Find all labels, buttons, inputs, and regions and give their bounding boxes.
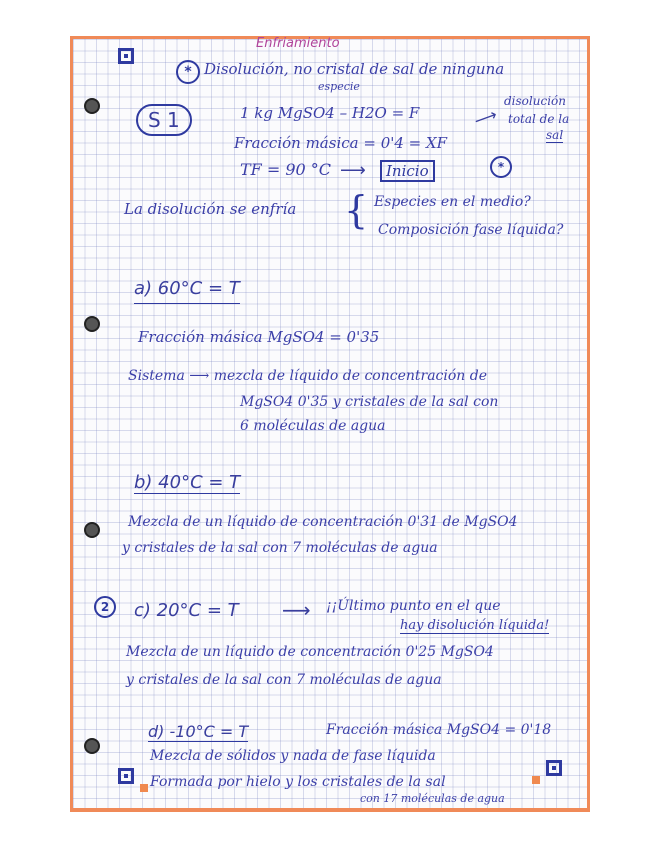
page-title: Enfriamiento [256, 36, 340, 51]
s1-note-3: sal [546, 128, 564, 142]
corner-marker-bottom-left [118, 768, 134, 784]
section-b-title: b) 40°C = T [134, 472, 241, 493]
corner-marker-top-left [118, 48, 134, 64]
star-circle: * [176, 60, 200, 84]
section-d-note: Fracción másica MgSO4 = 0'18 [326, 722, 552, 738]
section-a-line-4: 6 moléculas de agua [240, 418, 386, 434]
section-b-line-2: y cristales de la sal con 7 moléculas de agua [122, 540, 438, 556]
section-c-note-2: hay disolución líquida! [400, 618, 550, 633]
s1-line-3: TF = 90 °C [240, 160, 332, 179]
intro-line-1: Disolución, no cristal de sal de ninguna [204, 60, 505, 78]
section-c-note-1: ¡¡Último punto en el que [326, 598, 501, 614]
section-c-arrow: ⟶ [282, 598, 311, 622]
binder-hole-4 [84, 738, 100, 754]
corner-marker-bottom-right [546, 760, 562, 776]
section-b-line-1: Mezcla de un líquido de concentración 0'31 de MgSO4 [128, 514, 518, 530]
section-c-line-1: Mezcla de un líquido de concentración 0'25 MgSO4 [126, 644, 494, 660]
section-a-title: a) 60°C = T [134, 278, 240, 304]
corner-square-bottom-left [140, 784, 148, 792]
s1-note-2: total de la [508, 112, 570, 126]
brace: { [344, 188, 369, 232]
star-circle-2: * [490, 156, 512, 178]
section-a-line-2: Sistema ⟶ mezcla de líquido de concentración de [128, 368, 488, 384]
s1-label: S 1 [136, 104, 192, 136]
binder-hole-2 [84, 316, 100, 332]
section-c-title: c) 20°C = T [134, 600, 239, 621]
s1-question-1: Especies en el medio? [374, 194, 531, 210]
circle-number-2: 2 [94, 596, 116, 618]
s1-arrow: ⟶ [471, 104, 500, 131]
section-c-line-2: y cristales de la sal con 7 moléculas de agua [126, 672, 442, 688]
s1-line-2: Fracción másica = 0'4 = XF [234, 134, 448, 152]
s1-question-2: Composición fase líquida? [378, 222, 564, 238]
binder-hole-1 [84, 98, 100, 114]
inicio-box: Inicio [380, 160, 435, 182]
section-d-line-3: con 17 moléculas de agua [360, 792, 505, 805]
s1-arrow-2: ⟶ [340, 160, 366, 181]
binder-hole-3 [84, 522, 100, 538]
intro-line-2: especie [318, 80, 360, 93]
s1-note-1: disolución [504, 94, 566, 108]
section-a-line-1: Fracción másica MgSO4 = 0'35 [138, 328, 380, 346]
corner-square-bottom-right [532, 776, 540, 784]
section-a-line-3: MgSO4 0'35 y cristales de la sal con [240, 394, 499, 410]
s1-line-4: La disolución se enfría [124, 200, 297, 218]
section-d-title: d) -10°C = T [148, 722, 249, 741]
s1-line-1: 1 kg MgSO4 – H2O = F [240, 104, 420, 122]
section-d-line-1: Mezcla de sólidos y nada de fase líquida [150, 748, 436, 764]
section-d-line-2: Formada por hielo y los cristales de la sal [150, 774, 446, 790]
